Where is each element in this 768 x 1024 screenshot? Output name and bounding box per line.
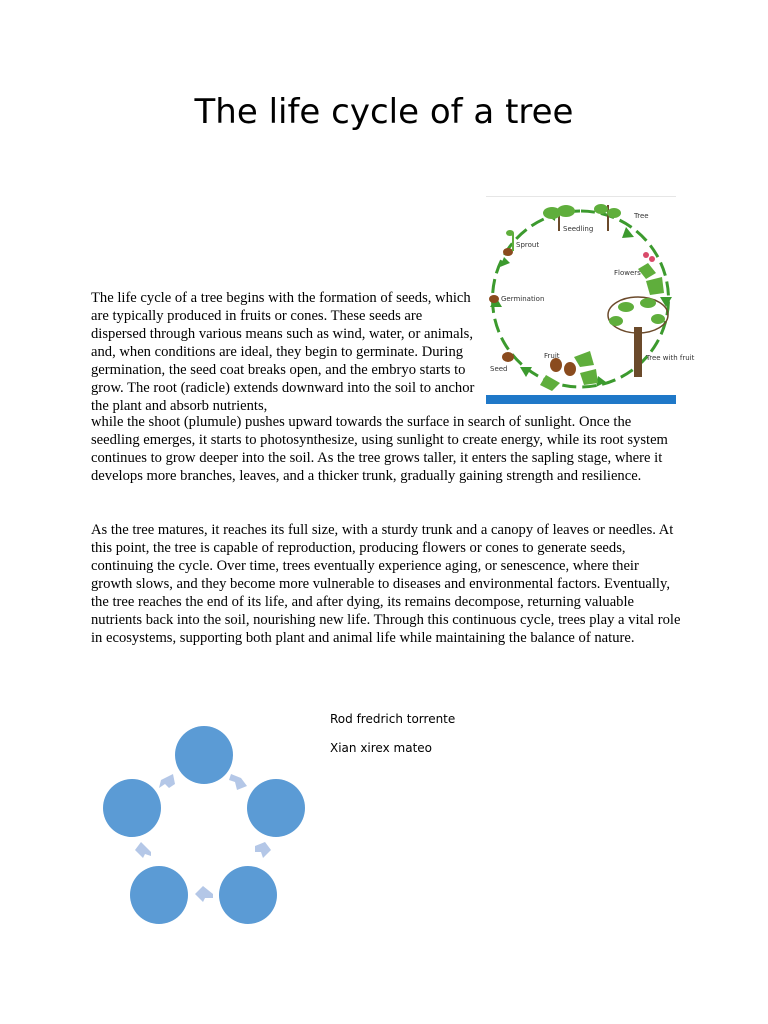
cycle-node-2 (247, 779, 305, 837)
cycle-node-3 (219, 866, 277, 924)
flowers-label: Flowers (614, 269, 641, 277)
tree-with-fruit-label: Tree with fruit (646, 354, 695, 362)
paragraph-2: As the tree matures, it reaches its full size, with a sturdy trunk and a canopy of leaves or needles. At this point, the tree is capable of reproduction, producing flowers or cones to generate seeds, continuing the cycle. Over time, trees eventually experience aging, or senescence, where their growth slows, and they become more vulnerable to diseases and environmental factors. Eventually, the tree reaches the end of its life, and after dying, its remains decompose, returning valuable nutrients back into the soil, nourishing new life. Through this continuous cycle, trees play a vital role in ecosystems, supporting both plant and animal life while maintaining the balance of nature. (91, 522, 681, 646)
tree-life-cycle-illustration (486, 196, 695, 407)
fruit-label: Fruit (544, 352, 560, 360)
author-2: Xian xirex mateo (330, 741, 432, 755)
document-title: The life cycle of a tree (194, 92, 574, 132)
cycle-node-5 (103, 779, 161, 837)
cycle-arrow-1 (229, 774, 247, 790)
seed-label: Seed (490, 365, 508, 373)
author-1: Rod fredrich torrente (330, 712, 456, 726)
germination-label: Germination (501, 295, 545, 303)
cycle-arrow-5 (159, 774, 175, 788)
tree-label: Tree (634, 212, 649, 220)
seedling-label: Seedling (563, 225, 594, 233)
cycle-node-4 (130, 866, 188, 924)
cycle-arrow-4 (135, 842, 151, 858)
paragraph-1-continued: while the shoot (plumule) pushes upward towards the surface in search of sunlight. Once the seedling emerges, it starts to photosynthesize, using sunlight to create energy, while its root system continues to grow deeper into the soil. As the tree grows taller, it enters the sapling stage, where it develops more branches, leaves, and a thicker trunk, gradually gaining strength and resilience. (91, 414, 668, 484)
cycle-node-1 (175, 726, 233, 784)
cycle-arrow-3 (195, 886, 213, 902)
cycle-diagram (95, 718, 315, 932)
cycle-arrow-2 (255, 842, 271, 858)
paragraph-1-wrapped: The life cycle of a tree begins with the formation of seeds, which are typically produced in fruits or cones. These seeds are dispersed through various means such as wind, water, or animals, and, when conditions are ideal, they begin to germinate. During germination, the seed coat breaks open, and the embryo starts to grow. The root (radicle) extends downward into the soil to anchor the plant and absorb nutrients, (91, 290, 475, 414)
sprout-label: Sprout (516, 241, 540, 249)
